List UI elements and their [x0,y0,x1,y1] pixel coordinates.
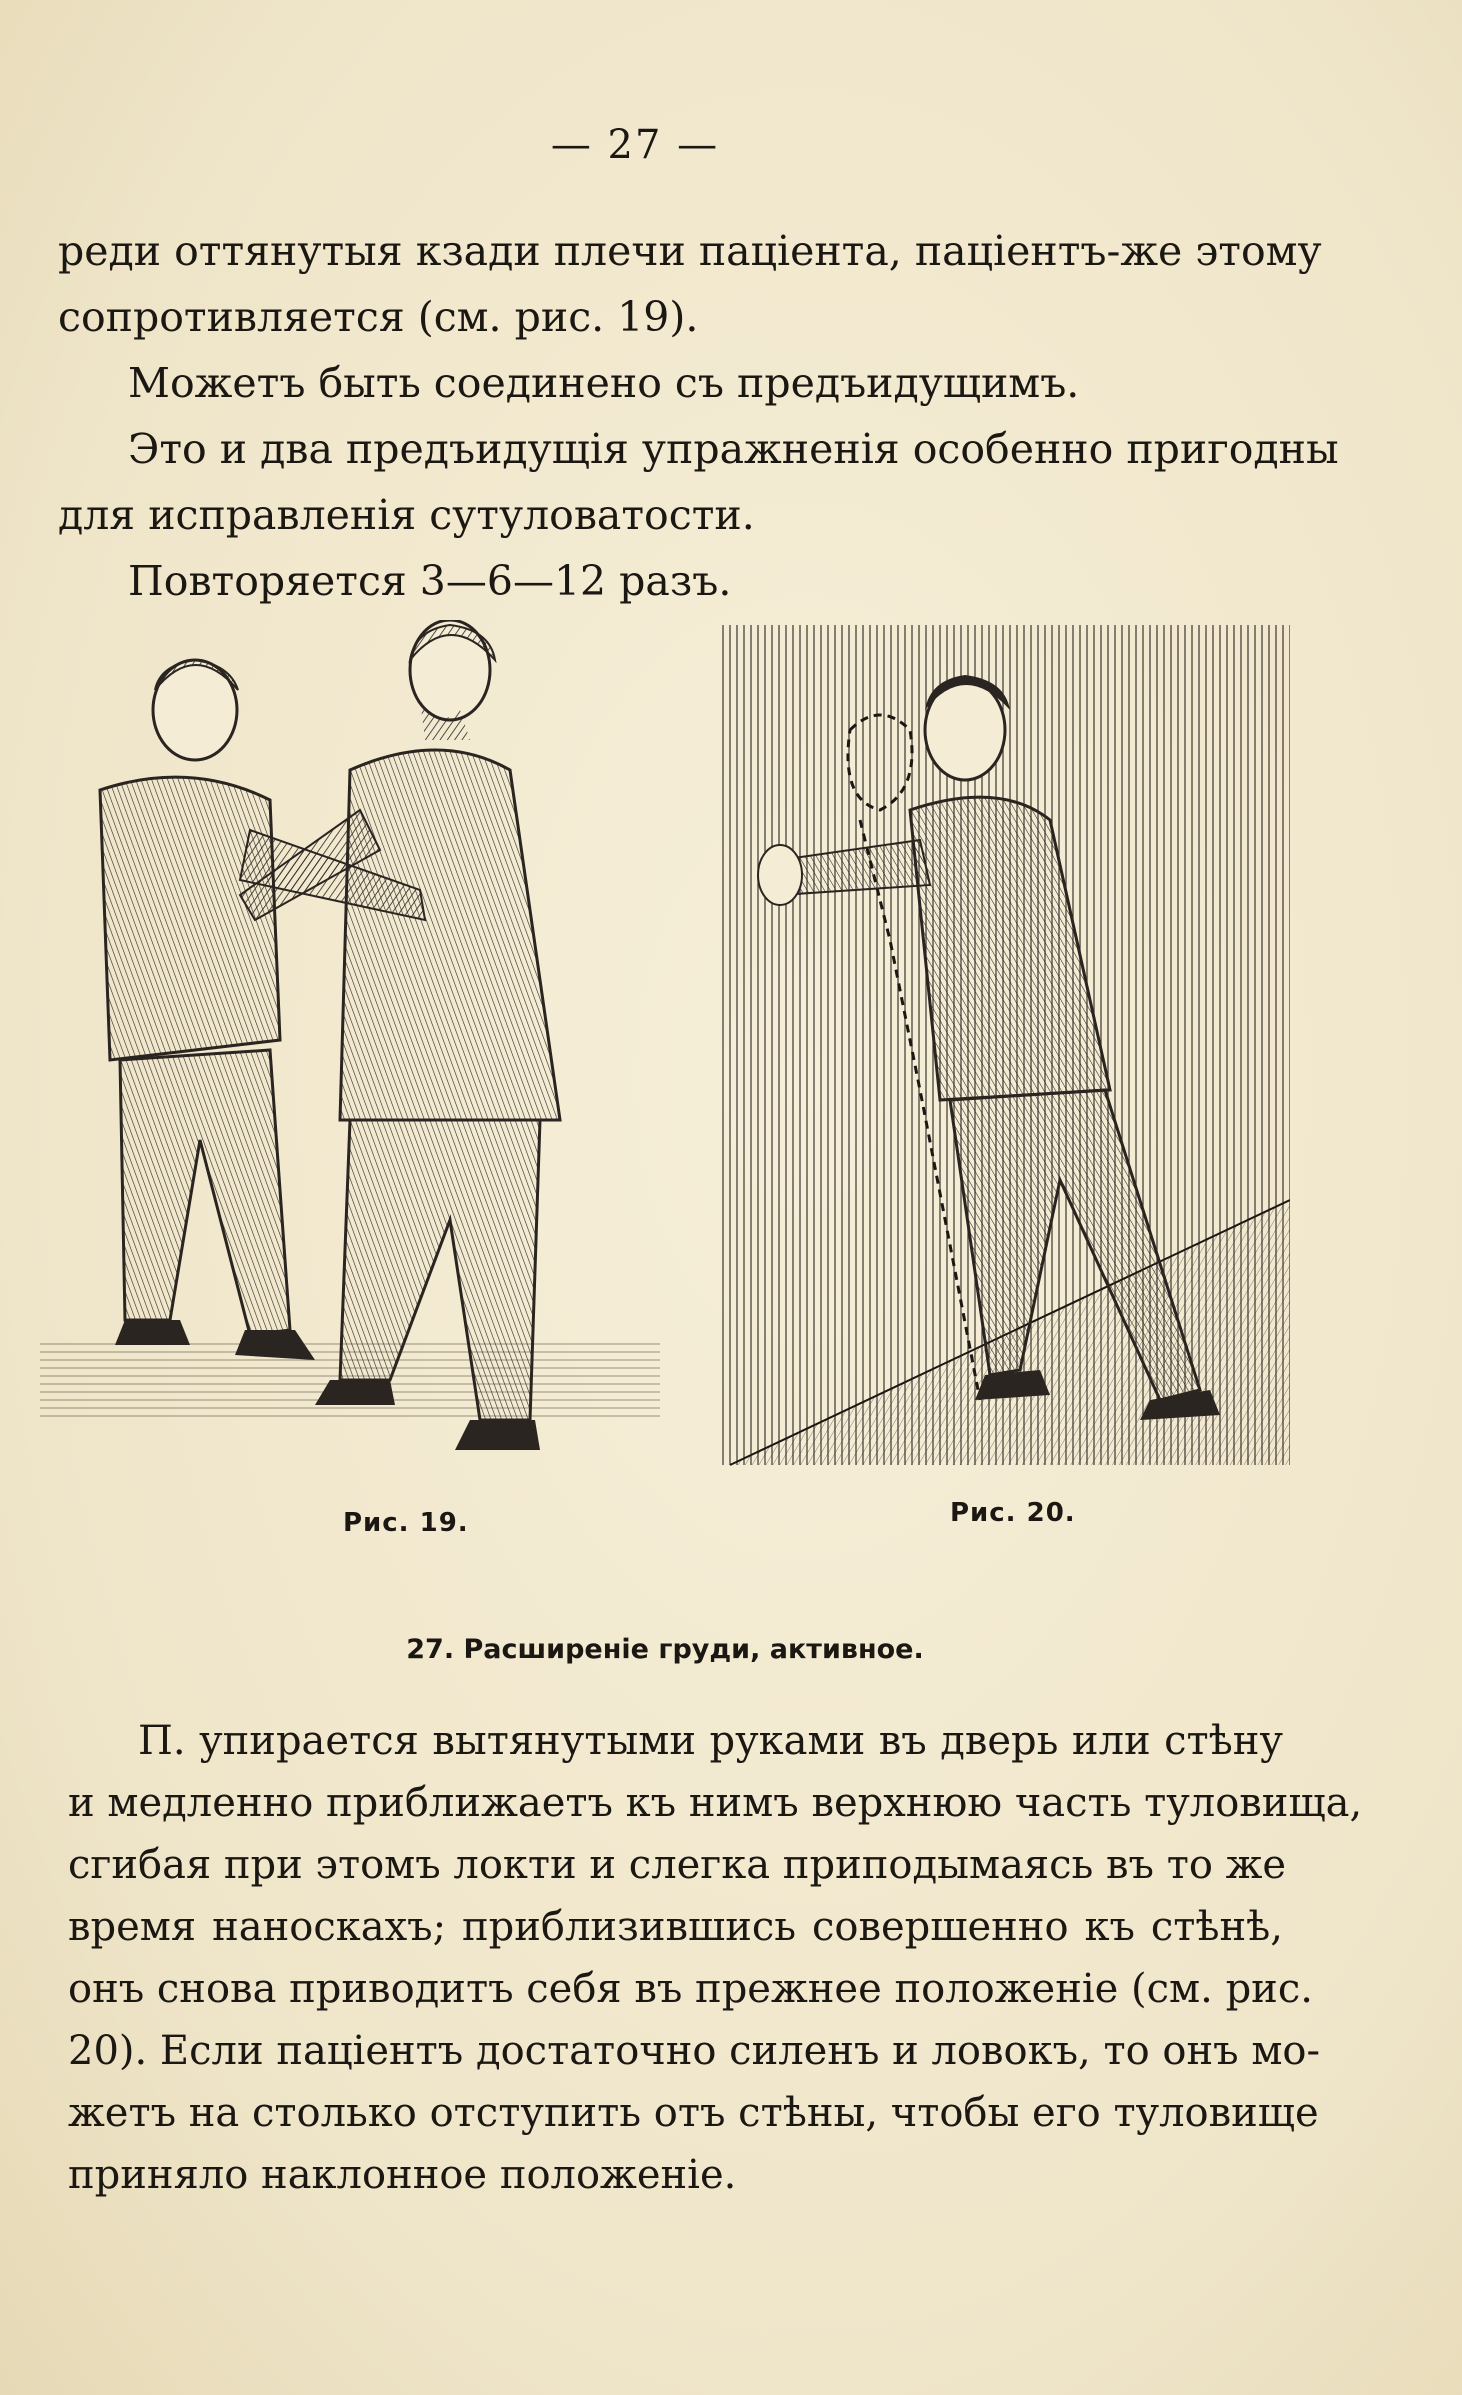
body-paragraph [68,1710,1363,2206]
text-line: Это и два предъидущія упражненія особенно пригодны [128,425,1339,473]
text-line: сопротивляется (см. рис. 19). [58,293,699,341]
text-line: время наноскахъ; приблизившись совершенно къ стѣнѣ, [68,1904,1283,1950]
text-line: Повторяется 3—6—12 разъ. [128,557,732,605]
top-paragraph [58,218,1339,614]
text-line: реди оттянутыя кзади плечи паціента, паціентъ-же этому [58,227,1322,275]
figure-19-illustration [40,620,660,1480]
figure-20-illustration [720,620,1290,1480]
text-line: жетъ на столько отступить отъ стѣны, чтобы его туловище [68,2090,1319,2136]
page-number: — 27 — [550,122,720,168]
text-line: для исправленія сутуловатости. [58,491,755,539]
text-line: сгибая при этомъ локти и слегка приподымаясь въ то же [68,1842,1287,1888]
text-line: П. упирается вытянутыми руками въ дверь или стѣну [138,1718,1283,1764]
section-heading: 27. Расширеніе груди, активное. [406,1634,924,1665]
figure-19-caption: Рис. 19. [343,1508,469,1538]
text-line: онъ снова приводитъ себя въ прежнее положеніе (см. рис. [68,1966,1313,2012]
text-line: приняло наклонное положеніе. [68,2152,737,2198]
text-line: Можетъ быть соединено съ предъидущимъ. [128,359,1080,407]
text-line: 20). Если паціентъ достаточно силенъ и ловокъ, то онъ мо- [68,2028,1321,2074]
text-line: и медленно приближаетъ къ нимъ верхнюю часть туловища, [68,1780,1363,1826]
figure-20-caption: Рис. 20. [950,1498,1076,1528]
